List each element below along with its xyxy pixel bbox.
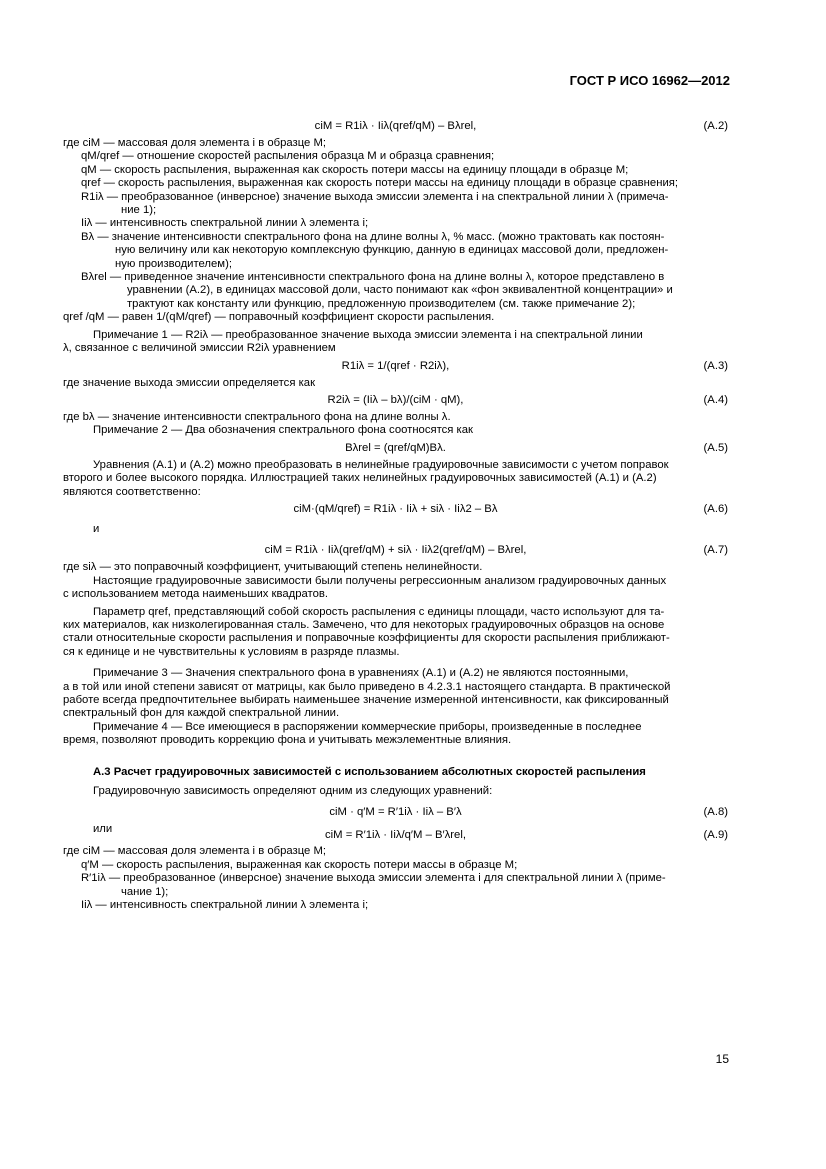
formula: ciM = R1iλ · Iiλ(qref/qM) + siλ · Iiλ2(qref/qM) – Bλrel, bbox=[264, 544, 527, 557]
equation-a3 bbox=[63, 360, 728, 374]
definition: где siλ — это поправочный коэффициент, учитывающий степень нелинейности. bbox=[63, 561, 483, 574]
equation-number: (A.3) bbox=[703, 359, 728, 372]
note-3-cont: а в той или иной степени зависят от матрицы, как было приведено в 4.2.3.1 настоящего стандарта. В практической bbox=[63, 680, 671, 693]
equation-number: (A.7) bbox=[703, 544, 728, 557]
definition: q′M — скорость распыления, выраженная как скорость потери массы в образце M; bbox=[81, 858, 518, 871]
note-1: Примечание 1 — R2iλ — преобразованное значение выхода эмиссии элемента i на спектральной линии bbox=[93, 328, 643, 341]
definition-cont: ную производителем); bbox=[115, 257, 232, 270]
formula: ciM·(qM/qref) = R1iλ · Iiλ + siλ · Iiλ2 – Bλ bbox=[293, 502, 498, 515]
definition: Iiλ — интенсивность спектральной линии λ элемента i; bbox=[81, 899, 369, 912]
or-word: или bbox=[93, 823, 113, 836]
definition-cont: трактуют как константу или функцию, предложенную производителем (см. также примечание 2); bbox=[127, 297, 636, 310]
note-4: Примечание 4 — Все имеющиеся в распоряжении коммерческие приборы, произведенные в последнее bbox=[93, 720, 642, 733]
paragraph: Уравнения (А.1) и (А.2) можно преобразовать в нелинейные градуировочные зависимости с учетом поправок bbox=[93, 458, 669, 471]
definition-cont: чание 1); bbox=[121, 885, 169, 898]
formula: Bλrel = (qref/qM)Bλ. bbox=[345, 441, 446, 454]
definition: где ciM — массовая доля элемента i в образце M; bbox=[63, 845, 327, 858]
definition: R′1iλ — преобразованное (инверсное) значение выхода эмиссии элемента i для спектральной линии λ (приме- bbox=[81, 872, 666, 885]
paragraph-cont: ся к единице и не чувствительны к условиям в разряде плазмы. bbox=[63, 645, 400, 658]
formula: R2iλ = (Iiλ – bλ)/(ciM · qM), bbox=[327, 393, 464, 406]
formula: ciM = R1iλ · Iiλ(qref/qM) – Bλrel, bbox=[314, 120, 477, 132]
equation-a4 bbox=[63, 394, 728, 408]
equation-number: (A.5) bbox=[703, 441, 728, 454]
note-3-cont: работе всегда предпочтительнее выбирать наименьшее значение измеренной интенсивности, как фиксированный bbox=[63, 694, 669, 706]
paragraph-cont: второго и более высокого порядка. Иллюстрацией таких нелинейных градуировочных зависимостей (А.1) и (А.2) bbox=[63, 472, 657, 485]
note-2: Примечание 2 — Два обозначения спектрального фона соотносятся как bbox=[93, 424, 473, 437]
paragraph-cont: являются соответственно: bbox=[63, 485, 201, 498]
formula: ciM · q′M = R′1iλ · Iiλ – B′λ bbox=[329, 806, 462, 819]
note-4-cont: время, позволяют проводить коррекцию фона и учитывать межэлементные влияния. bbox=[63, 734, 512, 747]
paragraph: Параметр qref, представляющий собой скорость распыления с единицы площади, часто используют для та- bbox=[93, 605, 665, 618]
formula: ciM = R′1iλ · Iiλ/q′M – B′λrel, bbox=[324, 829, 466, 842]
definition: qM/qref — отношение скоростей распыления образца M и образца сравнения; bbox=[81, 150, 495, 163]
page-content bbox=[63, 118, 728, 912]
equation-number: (A.9) bbox=[703, 829, 728, 842]
equation-a8 bbox=[63, 806, 728, 820]
definition-cont: ную величину или как некоторую комплексную функцию, данную в единицах массовой доли, предложен- bbox=[115, 244, 669, 257]
section-heading-a3: А.3 Расчет градуировочных зависимостей с использованием абсолютных скоростей распыления bbox=[93, 765, 646, 778]
definition-cont: уравнении (А.2), в единицах массовой доли, часто понимают как «фон эквивалентной концентрации» и bbox=[127, 284, 673, 297]
equation-number: (A.4) bbox=[703, 393, 728, 406]
definition: qref /qM — равен 1/(qM/qref) — поправочный коэффициент скорости распыления. bbox=[63, 311, 495, 324]
paragraph: Настоящие градуировочные зависимости были получены регрессионным анализом градуировочных данных bbox=[93, 574, 667, 587]
definition: Bλrel — приведенное значение интенсивности спектрального фона на длине волны λ, которое представлено в bbox=[81, 271, 665, 284]
equation-number: (A.6) bbox=[703, 502, 728, 515]
definition: qM — скорость распыления, выраженная как скорость потери массы на единицу площади в образце M; bbox=[81, 163, 629, 176]
definition-cont: ние 1); bbox=[121, 204, 157, 217]
definition: где ciM — массовая доля элемента i в образце M; bbox=[63, 137, 327, 149]
and-word: и bbox=[93, 522, 100, 535]
note-3-cont: спектральный фон для каждой спектральной линии. bbox=[63, 707, 340, 720]
page-number: 15 bbox=[715, 1052, 729, 1066]
equation-a7 bbox=[63, 544, 728, 558]
definition: Bλ — значение интенсивности спектрального фона на длине волны λ, % масс. (можно трактовать как постоян- bbox=[81, 230, 665, 243]
paragraph-cont: ких материалов, как низколегированная сталь. Замечено, что для некоторых градуировочных образцов на основе bbox=[63, 618, 665, 631]
equation-number: (A.2) bbox=[703, 120, 728, 132]
paragraph: где значение выхода эмиссии определяется как bbox=[63, 376, 316, 389]
definition: qref — скорость распыления, выраженная как скорость потери массы на единицу площади в образце сравнения; bbox=[81, 177, 679, 190]
paragraph: Градуировочную зависимость определяют одним из следующих уравнений: bbox=[93, 785, 493, 798]
paragraph-cont: с использованием метода наименьших квадратов. bbox=[63, 588, 329, 601]
equation-a9 bbox=[63, 823, 728, 842]
equation-a6 bbox=[63, 503, 728, 517]
definition: где bλ — значение интенсивности спектрального фона на длине волны λ. bbox=[63, 410, 451, 423]
note-1-cont: λ, связанное с величиной эмиссии R2iλ уравнением bbox=[63, 342, 336, 355]
formula: R1iλ = 1/(qref · R2iλ), bbox=[341, 359, 450, 372]
definition: R1iλ — преобразованное (инверсное) значение выхода эмиссии элемента i на спектральной линии λ (примеча- bbox=[81, 190, 669, 203]
equation-number: (A.8) bbox=[703, 806, 728, 819]
equation-a2 bbox=[63, 120, 728, 134]
equation-a5 bbox=[63, 442, 728, 456]
definition: Iiλ — интенсивность спектральной линии λ элемента i; bbox=[81, 217, 369, 230]
paragraph-cont: стали относительные скорости распыления и поправочные коэффициенты для скорости распыления приближают- bbox=[63, 632, 670, 645]
note-3: Примечание 3 — Значения спектрального фона в уравнениях (А.1) и (А.2) не являются постоянными, bbox=[93, 667, 629, 680]
document-header: ГОСТ Р ИСО 16962—2012 bbox=[569, 73, 730, 88]
